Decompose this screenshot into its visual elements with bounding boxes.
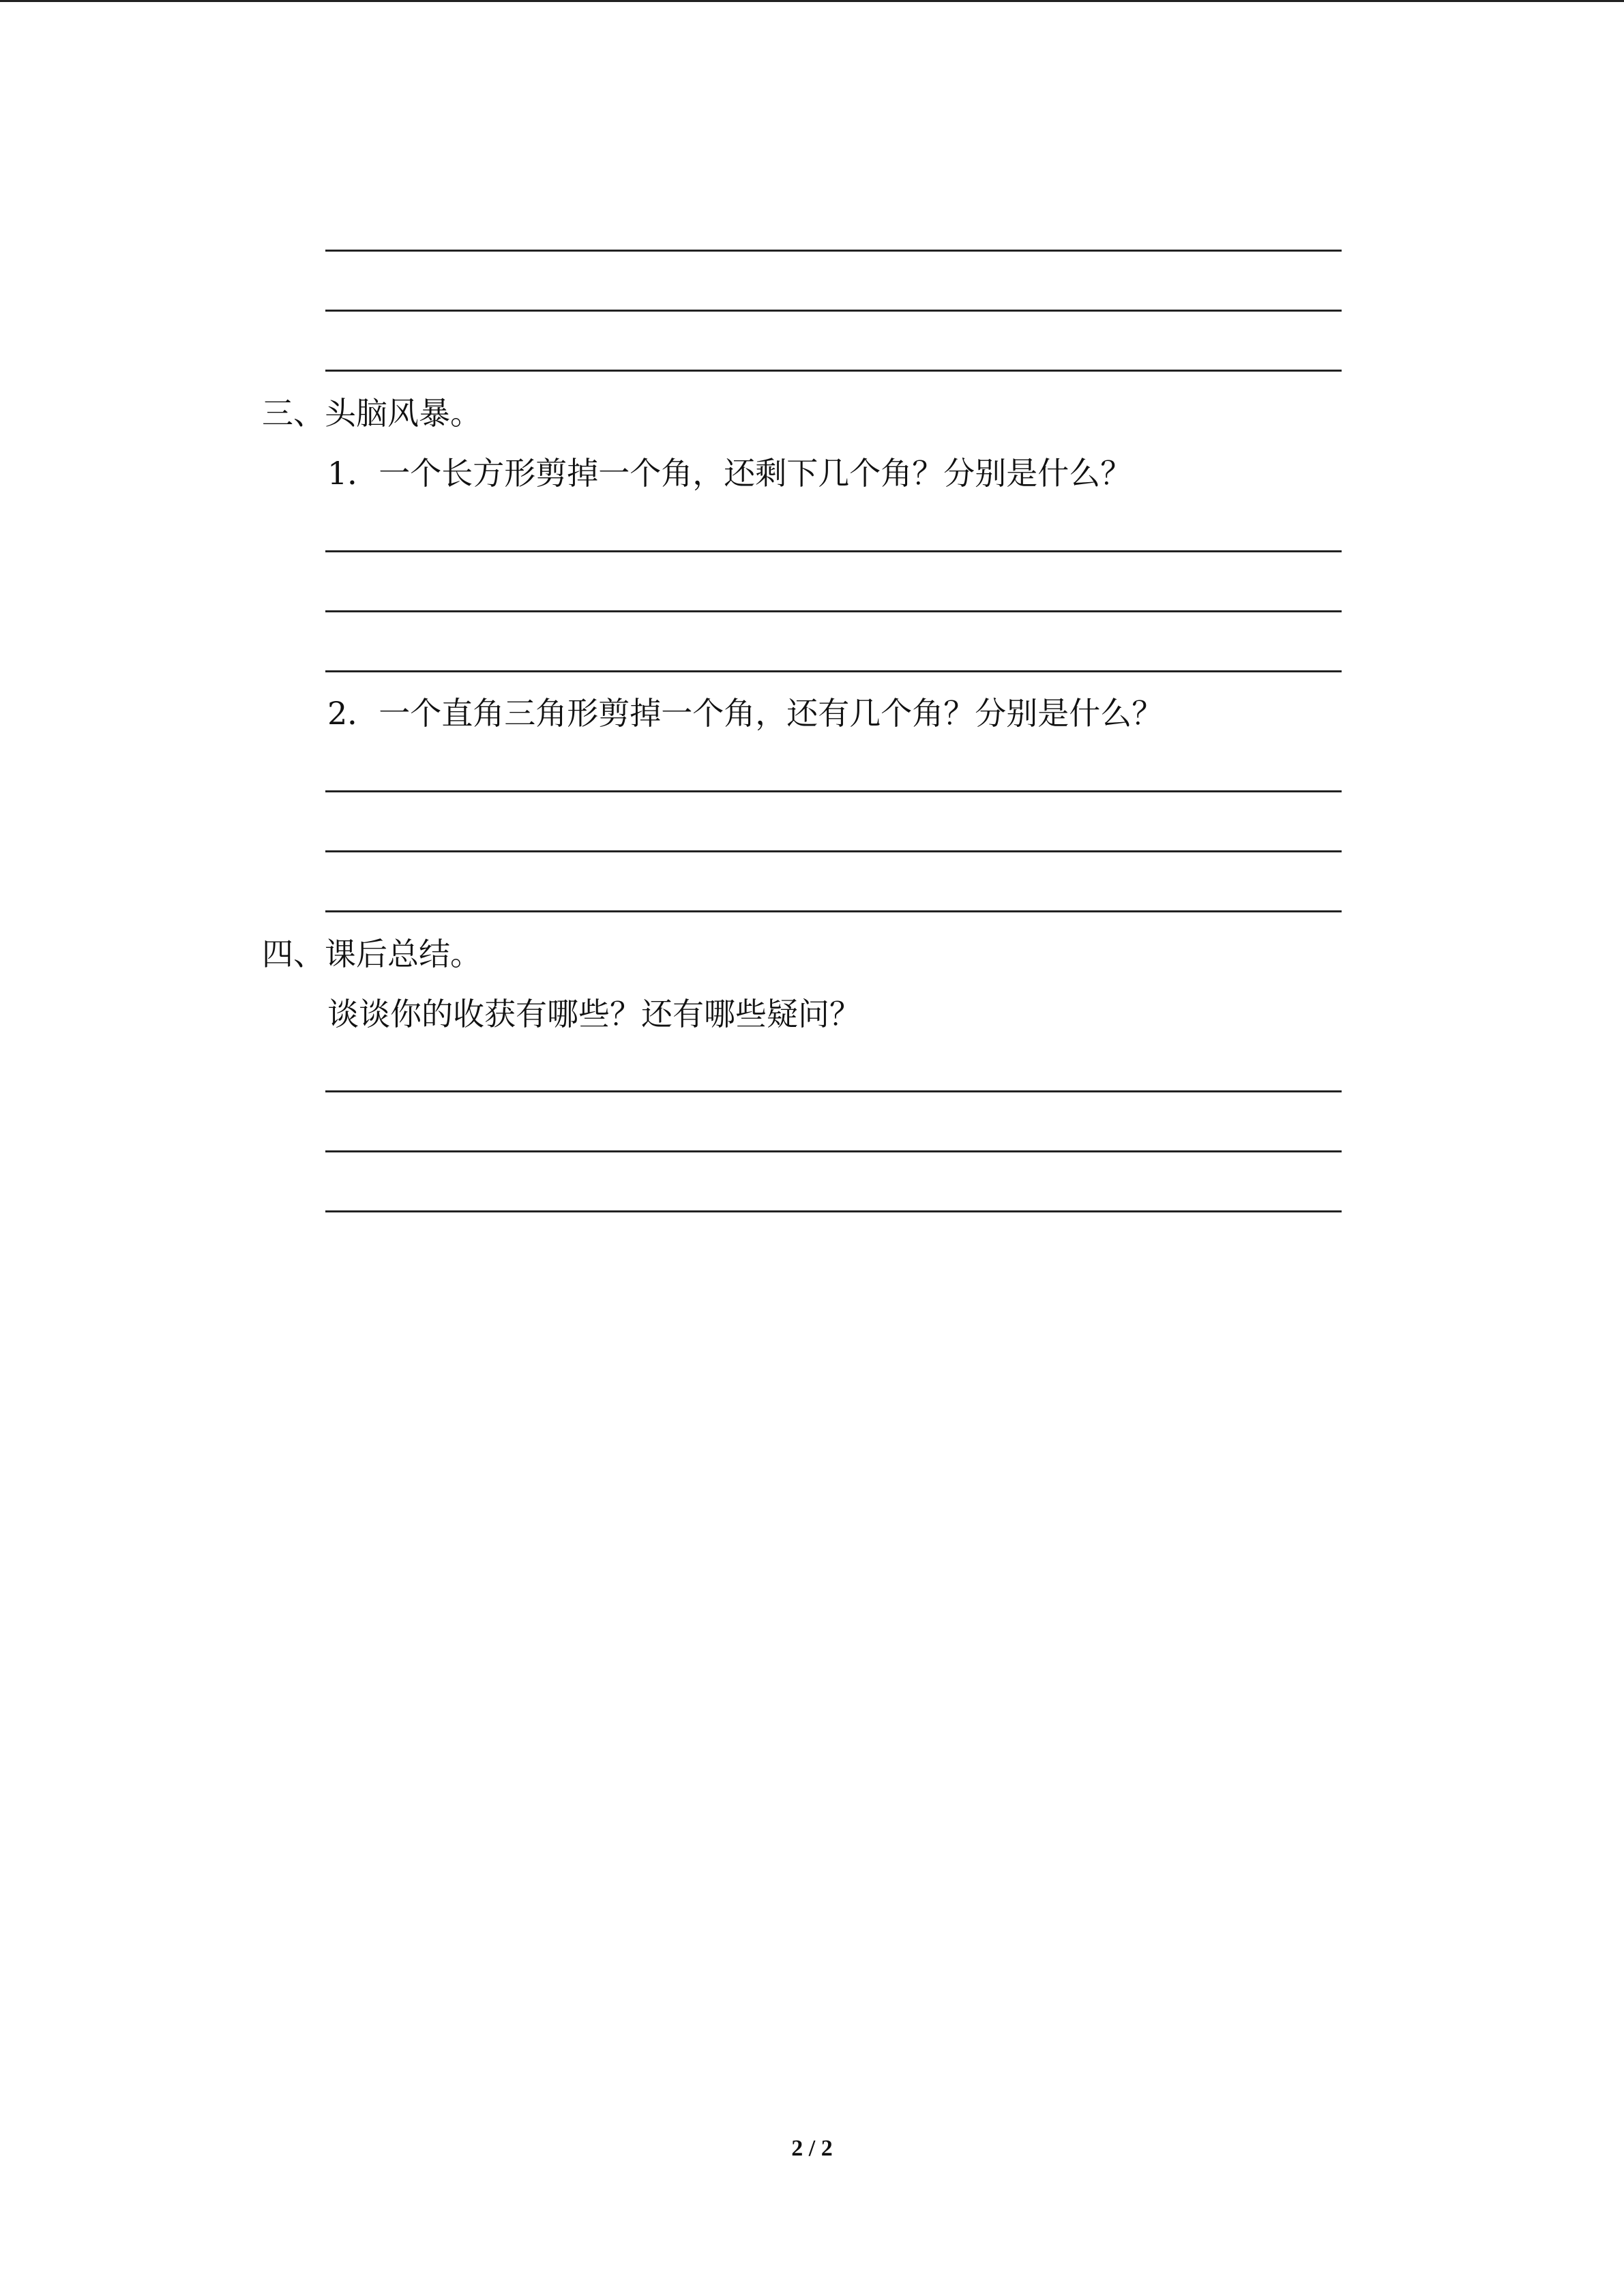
answer-line bbox=[325, 310, 1342, 312]
question-1-text: 1．一个长方形剪掉一个角，还剩下几个角？分别是什么？ bbox=[327, 455, 1132, 492]
question-2-text: 2．一个直角三角形剪掉一个角，还有几个角？分别是什么？ bbox=[327, 695, 1164, 732]
section-four-prompt: 谈谈你的收获有哪些？还有哪些疑问？ bbox=[327, 996, 861, 1032]
summary-answer-line bbox=[325, 1210, 1342, 1212]
question-1-answer-line bbox=[325, 550, 1342, 552]
summary-answer-line bbox=[325, 1150, 1342, 1152]
question-1-answer-line bbox=[325, 610, 1342, 612]
section-four-heading: 四、课后总结。 bbox=[262, 936, 482, 972]
question-2-answer-line bbox=[325, 910, 1342, 912]
page-number: 2 / 2 bbox=[791, 2136, 833, 2161]
question-1-answer-line bbox=[325, 670, 1342, 672]
question-2-answer-line bbox=[325, 790, 1342, 792]
summary-answer-line bbox=[325, 1090, 1342, 1092]
answer-line bbox=[325, 250, 1342, 252]
page-top-border bbox=[0, 0, 1624, 2]
question-2-answer-line bbox=[325, 850, 1342, 852]
answer-line bbox=[325, 370, 1342, 372]
section-three-heading: 三、头脑风暴。 bbox=[262, 395, 482, 432]
